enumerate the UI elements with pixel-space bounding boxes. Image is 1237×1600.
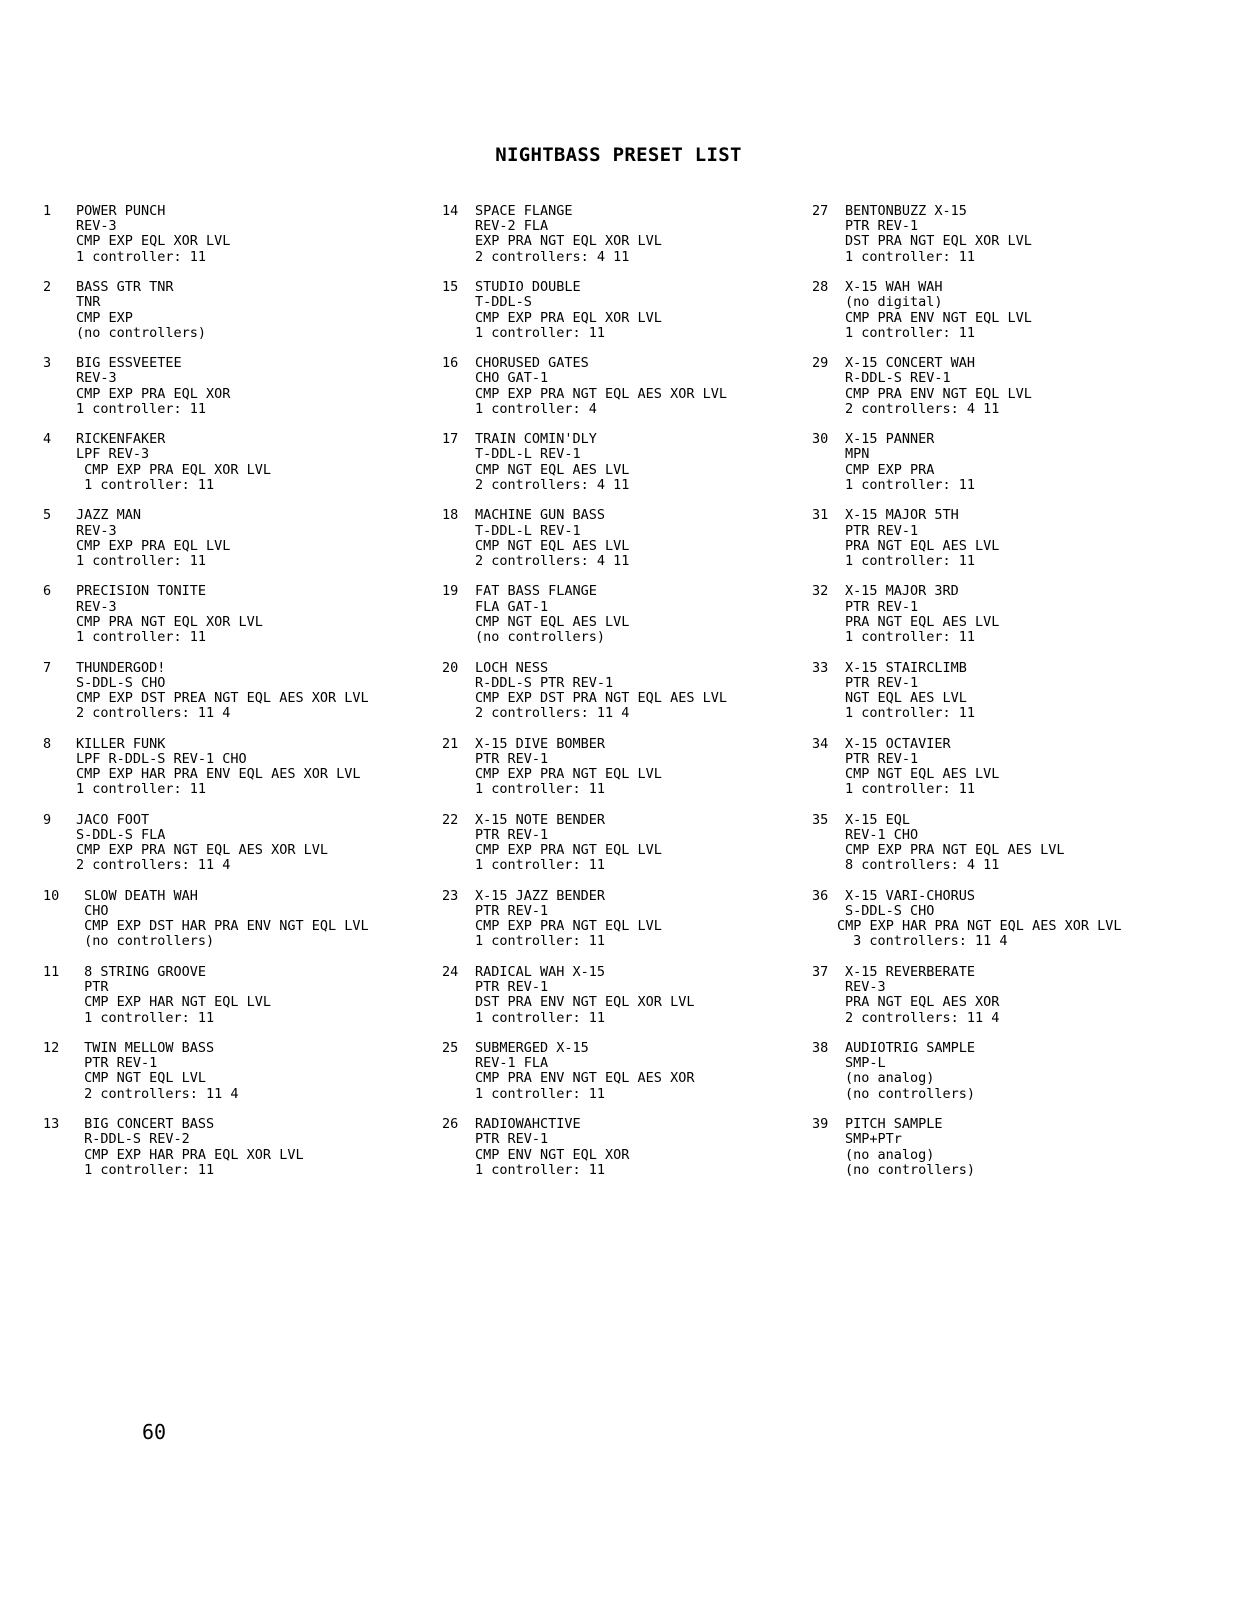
preset-analog-effects: EXP PRA NGT EQL XOR LVL bbox=[475, 233, 662, 250]
preset-controllers: 1 controller: 11 bbox=[475, 324, 606, 341]
preset-analog-effects: DST PRA ENV NGT EQL XOR LVL bbox=[475, 994, 695, 1011]
preset-entry bbox=[812, 889, 1121, 965]
preset-details bbox=[475, 889, 662, 965]
preset-analog-effects: CMP EXP PRA NGT EQL LVL bbox=[475, 766, 662, 783]
preset-analog-effects: CMP EXP PRA EQL XOR LVL bbox=[76, 461, 272, 478]
preset-entry bbox=[442, 661, 727, 737]
preset-entry bbox=[43, 1041, 369, 1117]
preset-name: LOCH NESS bbox=[475, 659, 549, 676]
preset-analog-effects: CMP NGT EQL LVL bbox=[76, 1070, 207, 1087]
preset-controllers: 1 controller: 11 bbox=[76, 781, 207, 798]
preset-digital-effects: REV-2 FLA bbox=[475, 218, 549, 235]
preset-controllers: 3 controllers: 11 4 bbox=[845, 933, 1008, 950]
page-title: NIGHTBASS PRESET LIST bbox=[495, 144, 742, 166]
preset-analog-effects: CMP EXP PRA NGT EQL AES LVL bbox=[845, 842, 1065, 859]
preset-number: 32 bbox=[812, 583, 829, 600]
preset-analog-effects: CMP NGT EQL AES LVL bbox=[475, 613, 630, 630]
preset-number: 11 bbox=[43, 963, 60, 980]
preset-details bbox=[837, 887, 1122, 965]
preset-number: 5 bbox=[43, 507, 52, 524]
preset-details bbox=[475, 204, 662, 280]
preset-details bbox=[76, 1041, 239, 1117]
preset-name: RICKENFAKER bbox=[76, 431, 166, 448]
preset-controllers: 1 controller: 11 bbox=[475, 933, 606, 950]
preset-name: X-15 REVERBERATE bbox=[845, 963, 976, 980]
preset-name: X-15 OCTAVIER bbox=[845, 735, 951, 752]
preset-details bbox=[76, 204, 230, 280]
preset-controllers: 1 controller: 11 bbox=[845, 705, 976, 722]
preset-analog-effects: CMP EXP HAR NGT EQL LVL bbox=[76, 994, 272, 1011]
preset-name: CHORUSED GATES bbox=[475, 355, 589, 372]
preset-analog-effects: PRA NGT EQL AES LVL bbox=[845, 613, 1000, 630]
preset-digital-effects: R-DDL-S PTR REV-1 bbox=[475, 674, 614, 691]
preset-digital-effects: CHO bbox=[76, 903, 109, 920]
preset-digital-effects: SMP-L bbox=[845, 1055, 886, 1072]
preset-number: 9 bbox=[43, 811, 52, 828]
preset-digital-effects: PTR REV-1 bbox=[475, 826, 549, 843]
preset-name: X-15 MAJOR 5TH bbox=[845, 507, 959, 524]
preset-digital-effects: (no digital) bbox=[845, 294, 943, 311]
preset-name: RADICAL WAH X-15 bbox=[475, 963, 606, 980]
preset-analog-effects: CMP EXP DST PRA NGT EQL AES LVL bbox=[475, 689, 727, 706]
preset-number: 18 bbox=[442, 507, 459, 524]
preset-number: 30 bbox=[812, 431, 829, 448]
preset-details bbox=[845, 737, 999, 813]
preset-number: 6 bbox=[43, 583, 52, 600]
preset-entry bbox=[442, 356, 727, 432]
preset-name: JAZZ MAN bbox=[76, 507, 142, 524]
preset-entry bbox=[442, 889, 727, 965]
preset-number: 7 bbox=[43, 659, 52, 676]
preset-details bbox=[845, 432, 975, 508]
preset-column-2 bbox=[442, 204, 727, 1193]
preset-analog-effects: PRA NGT EQL AES LVL bbox=[845, 537, 1000, 554]
preset-controllers: 1 controller: 11 bbox=[76, 552, 207, 569]
preset-number: 24 bbox=[442, 963, 459, 980]
preset-entry bbox=[442, 280, 727, 356]
preset-controllers: 1 controller: 11 bbox=[845, 629, 976, 646]
preset-details bbox=[76, 508, 230, 584]
preset-analog-effects: (no analog) bbox=[845, 1146, 935, 1163]
preset-entry bbox=[442, 584, 727, 660]
preset-analog-effects: CMP EXP PRA NGT EQL AES XOR LVL bbox=[475, 385, 727, 402]
preset-digital-effects: REV-3 bbox=[76, 522, 117, 539]
preset-entry bbox=[812, 1041, 1121, 1117]
preset-number: 34 bbox=[812, 735, 829, 752]
preset-entry bbox=[43, 204, 369, 280]
preset-controllers: 1 controller: 11 bbox=[76, 248, 207, 265]
preset-analog-effects: CMP EXP HAR PRA NGT EQL AES XOR LVL bbox=[837, 918, 1122, 935]
preset-details bbox=[475, 661, 727, 737]
preset-digital-effects: S-DDL-S CHO bbox=[845, 903, 935, 920]
preset-controllers: 1 controller: 11 bbox=[76, 400, 207, 417]
preset-details bbox=[76, 280, 206, 356]
preset-number: 39 bbox=[812, 1116, 829, 1133]
preset-name: SPACE FLANGE bbox=[475, 203, 573, 219]
preset-analog-effects: CMP ENV NGT EQL XOR bbox=[475, 1146, 630, 1163]
preset-name: BENTONBUZZ X-15 bbox=[845, 203, 967, 219]
preset-name: X-15 JAZZ BENDER bbox=[475, 887, 606, 904]
preset-controllers: 2 controllers: 11 4 bbox=[76, 705, 231, 722]
preset-name: THUNDERGOD! bbox=[76, 659, 166, 676]
preset-entry bbox=[43, 661, 369, 737]
preset-digital-effects: REV-3 bbox=[845, 979, 886, 996]
preset-controllers: 1 controller: 11 bbox=[475, 781, 606, 798]
preset-entry bbox=[43, 280, 369, 356]
preset-controllers: 1 controller: 11 bbox=[76, 476, 215, 493]
preset-entry bbox=[442, 1117, 727, 1193]
preset-entry bbox=[812, 737, 1121, 813]
preset-details bbox=[76, 661, 369, 737]
preset-number: 15 bbox=[442, 279, 459, 296]
preset-entry bbox=[812, 432, 1121, 508]
preset-entry bbox=[812, 508, 1121, 584]
preset-digital-effects: T-DDL-L REV-1 bbox=[475, 522, 581, 539]
preset-entry bbox=[812, 661, 1121, 737]
preset-controllers: 2 controllers: 11 4 bbox=[475, 705, 630, 722]
preset-number: 36 bbox=[812, 887, 829, 904]
preset-analog-effects: CMP EXP PRA EQL LVL bbox=[76, 537, 231, 554]
preset-entry bbox=[43, 356, 369, 432]
preset-analog-effects: DST PRA NGT EQL XOR LVL bbox=[845, 233, 1032, 250]
preset-details bbox=[475, 737, 662, 813]
preset-entry bbox=[812, 584, 1121, 660]
preset-analog-effects: CMP EXP PRA bbox=[845, 461, 935, 478]
preset-digital-effects: REV-3 bbox=[76, 218, 117, 235]
preset-controllers: 1 controller: 4 bbox=[475, 400, 597, 417]
preset-number: 12 bbox=[43, 1040, 60, 1057]
preset-digital-effects: PTR REV-1 bbox=[845, 598, 919, 615]
preset-digital-effects: T-DDL-L REV-1 bbox=[475, 446, 581, 463]
preset-digital-effects: REV-1 CHO bbox=[845, 826, 919, 843]
preset-entry bbox=[43, 813, 369, 889]
preset-number: 10 bbox=[43, 887, 60, 904]
preset-number: 27 bbox=[812, 203, 829, 219]
preset-analog-effects: CMP EXP HAR PRA ENV EQL AES XOR LVL bbox=[76, 766, 361, 783]
preset-controllers: 1 controller: 11 bbox=[845, 324, 976, 341]
preset-controllers: 2 controllers: 11 4 bbox=[76, 1085, 239, 1102]
preset-number: 22 bbox=[442, 811, 459, 828]
preset-name: TWIN MELLOW BASS bbox=[76, 1040, 215, 1057]
preset-entry bbox=[442, 965, 727, 1041]
preset-analog-effects: (no analog) bbox=[845, 1070, 935, 1087]
preset-digital-effects: PTR REV-1 bbox=[475, 1131, 549, 1148]
preset-name: X-15 STAIRCLIMB bbox=[845, 659, 967, 676]
preset-name: TRAIN COMIN'DLY bbox=[475, 431, 597, 448]
preset-digital-effects: PTR REV-1 bbox=[845, 750, 919, 767]
preset-name: AUDIOTRIG SAMPLE bbox=[845, 1040, 976, 1057]
preset-controllers: 2 controllers: 11 4 bbox=[845, 1009, 1000, 1026]
preset-entry bbox=[43, 1117, 369, 1193]
preset-entry bbox=[442, 432, 727, 508]
preset-analog-effects: CMP NGT EQL AES LVL bbox=[475, 537, 630, 554]
preset-name: X-15 VARI-CHORUS bbox=[845, 887, 976, 904]
preset-name: MACHINE GUN BASS bbox=[475, 507, 606, 524]
preset-controllers: (no controllers) bbox=[845, 1161, 976, 1178]
preset-digital-effects: S-DDL-S FLA bbox=[76, 826, 166, 843]
preset-controllers: 1 controller: 11 bbox=[475, 1085, 606, 1102]
preset-details bbox=[475, 280, 662, 356]
preset-details bbox=[845, 204, 1032, 280]
preset-details bbox=[76, 813, 328, 889]
preset-name: SUBMERGED X-15 bbox=[475, 1040, 589, 1057]
preset-digital-effects: MPN bbox=[845, 446, 870, 463]
preset-analog-effects: CMP EXP PRA EQL XOR bbox=[76, 385, 231, 402]
preset-number: 33 bbox=[812, 659, 829, 676]
preset-name: X-15 NOTE BENDER bbox=[475, 811, 606, 828]
preset-entry bbox=[43, 889, 369, 965]
preset-controllers: 2 controllers: 4 11 bbox=[475, 552, 630, 569]
preset-digital-effects: T-DDL-S bbox=[475, 294, 532, 311]
preset-entry bbox=[812, 356, 1121, 432]
preset-number: 8 bbox=[43, 735, 52, 752]
preset-entry bbox=[812, 280, 1121, 356]
preset-name: JACO FOOT bbox=[76, 811, 150, 828]
preset-details bbox=[76, 889, 369, 965]
preset-number: 38 bbox=[812, 1040, 829, 1057]
preset-analog-effects: CMP PRA ENV NGT EQL LVL bbox=[845, 385, 1032, 402]
preset-digital-effects: PTR bbox=[76, 979, 109, 996]
preset-number: 20 bbox=[442, 659, 459, 676]
preset-number: 31 bbox=[812, 507, 829, 524]
preset-controllers: 1 controller: 11 bbox=[475, 1161, 606, 1178]
preset-details bbox=[475, 965, 694, 1041]
preset-controllers: (no controllers) bbox=[845, 1085, 976, 1102]
preset-analog-effects: CMP EXP PRA NGT EQL AES XOR LVL bbox=[76, 842, 328, 859]
preset-entry bbox=[442, 1041, 727, 1117]
preset-name: X-15 PANNER bbox=[845, 431, 935, 448]
preset-name: KILLER FUNK bbox=[76, 735, 166, 752]
preset-digital-effects: R-DDL-S REV-2 bbox=[76, 1131, 190, 1148]
preset-name: X-15 DIVE BOMBER bbox=[475, 735, 606, 752]
preset-number: 23 bbox=[442, 887, 459, 904]
preset-number: 4 bbox=[43, 431, 52, 448]
preset-controllers: (no controllers) bbox=[76, 933, 215, 950]
preset-digital-effects: LPF R-DDL-S REV-1 CHO bbox=[76, 750, 247, 767]
preset-number: 3 bbox=[43, 355, 52, 372]
preset-number: 17 bbox=[442, 431, 459, 448]
preset-details bbox=[845, 661, 975, 737]
preset-name: FAT BASS FLANGE bbox=[475, 583, 597, 600]
preset-name: PITCH SAMPLE bbox=[845, 1116, 943, 1133]
preset-name: PRECISION TONITE bbox=[76, 583, 207, 600]
preset-number: 16 bbox=[442, 355, 459, 372]
preset-digital-effects: LPF REV-3 bbox=[76, 446, 150, 463]
preset-analog-effects: PRA NGT EQL AES XOR bbox=[845, 994, 1000, 1011]
preset-name: BIG ESSVEETEE bbox=[76, 355, 182, 372]
preset-controllers: 8 controllers: 4 11 bbox=[845, 857, 1000, 874]
preset-controllers: 1 controller: 11 bbox=[845, 781, 976, 798]
preset-controllers: 1 controller: 11 bbox=[845, 248, 976, 265]
preset-analog-effects: CMP NGT EQL AES LVL bbox=[845, 766, 1000, 783]
preset-details bbox=[76, 432, 271, 508]
preset-name: X-15 WAH WAH bbox=[845, 279, 943, 296]
preset-details bbox=[475, 1117, 629, 1193]
preset-details bbox=[845, 1041, 975, 1117]
preset-number: 21 bbox=[442, 735, 459, 752]
preset-name: X-15 EQL bbox=[845, 811, 911, 828]
preset-controllers: 1 controller: 11 bbox=[76, 1161, 215, 1178]
preset-entry bbox=[43, 432, 369, 508]
preset-digital-effects: SMP+PTr bbox=[845, 1131, 902, 1148]
preset-digital-effects: PTR REV-1 bbox=[845, 218, 919, 235]
preset-name: BASS GTR TNR bbox=[76, 279, 174, 296]
preset-entry bbox=[442, 813, 727, 889]
preset-analog-effects: CMP EXP PRA NGT EQL LVL bbox=[475, 918, 662, 935]
preset-analog-effects: CMP EXP DST PREA NGT EQL AES XOR LVL bbox=[76, 689, 369, 706]
preset-details bbox=[76, 737, 360, 813]
preset-digital-effects: R-DDL-S REV-1 bbox=[845, 370, 951, 387]
preset-entry bbox=[43, 965, 369, 1041]
preset-digital-effects: S-DDL-S CHO bbox=[76, 674, 166, 691]
preset-digital-effects: CHO GAT-1 bbox=[475, 370, 549, 387]
preset-digital-effects: FLA GAT-1 bbox=[475, 598, 549, 615]
preset-digital-effects: PTR REV-1 bbox=[475, 750, 549, 767]
preset-details bbox=[76, 1117, 304, 1193]
preset-name: RADIOWAHCTIVE bbox=[475, 1116, 581, 1133]
preset-number: 37 bbox=[812, 963, 829, 980]
preset-details bbox=[475, 1041, 694, 1117]
preset-details bbox=[845, 1117, 975, 1193]
page-number: 60 bbox=[142, 1420, 167, 1444]
preset-name: SLOW DEATH WAH bbox=[76, 887, 198, 904]
preset-digital-effects: PTR REV-1 bbox=[845, 522, 919, 539]
preset-controllers: 2 controllers: 4 11 bbox=[475, 248, 630, 265]
preset-details bbox=[475, 508, 629, 584]
preset-number: 1 bbox=[43, 203, 52, 219]
preset-analog-effects: CMP EXP PRA NGT EQL LVL bbox=[475, 842, 662, 859]
preset-analog-effects: CMP EXP bbox=[76, 309, 133, 326]
preset-entry bbox=[812, 204, 1121, 280]
preset-details bbox=[475, 356, 727, 432]
preset-name: STUDIO DOUBLE bbox=[475, 279, 581, 296]
preset-details bbox=[76, 584, 263, 660]
preset-number: 14 bbox=[442, 203, 459, 219]
preset-entry bbox=[43, 737, 369, 813]
preset-entry bbox=[442, 737, 727, 813]
preset-entry bbox=[43, 508, 369, 584]
preset-details bbox=[845, 965, 999, 1041]
preset-controllers: 1 controller: 11 bbox=[845, 552, 976, 569]
preset-analog-effects: NGT EQL AES LVL bbox=[845, 689, 967, 706]
preset-digital-effects: PTR REV-1 bbox=[475, 903, 549, 920]
preset-number: 26 bbox=[442, 1116, 459, 1133]
preset-details bbox=[845, 584, 999, 660]
preset-entry bbox=[812, 1117, 1121, 1193]
preset-digital-effects: PTR REV-1 bbox=[76, 1055, 158, 1072]
preset-details bbox=[845, 813, 1064, 889]
preset-controllers: 1 controller: 11 bbox=[76, 1009, 215, 1026]
preset-number: 35 bbox=[812, 811, 829, 828]
preset-number: 13 bbox=[43, 1116, 60, 1133]
preset-column-1 bbox=[43, 204, 369, 1193]
preset-digital-effects: REV-3 bbox=[76, 370, 117, 387]
preset-number: 28 bbox=[812, 279, 829, 296]
preset-details bbox=[475, 432, 629, 508]
preset-analog-effects: CMP NGT EQL AES LVL bbox=[475, 461, 630, 478]
preset-analog-effects: CMP EXP DST HAR PRA ENV NGT EQL LVL bbox=[76, 918, 369, 935]
preset-details bbox=[76, 965, 271, 1041]
preset-number: 25 bbox=[442, 1040, 459, 1057]
preset-details bbox=[845, 356, 1032, 432]
preset-controllers: 1 controller: 11 bbox=[475, 857, 606, 874]
preset-name: POWER PUNCH bbox=[76, 203, 166, 219]
preset-analog-effects: CMP PRA ENV NGT EQL AES XOR bbox=[475, 1070, 695, 1087]
preset-number: 2 bbox=[43, 279, 52, 296]
preset-details bbox=[845, 280, 1032, 356]
preset-controllers: 1 controller: 11 bbox=[76, 629, 207, 646]
preset-analog-effects: CMP PRA NGT EQL XOR LVL bbox=[76, 613, 263, 630]
preset-digital-effects: PTR REV-1 bbox=[475, 979, 549, 996]
preset-details bbox=[475, 584, 629, 660]
preset-number: 19 bbox=[442, 583, 459, 600]
preset-analog-effects: CMP PRA ENV NGT EQL LVL bbox=[845, 309, 1032, 326]
preset-controllers: 2 controllers: 4 11 bbox=[845, 400, 1000, 417]
preset-name: X-15 MAJOR 3RD bbox=[845, 583, 959, 600]
preset-column-3 bbox=[812, 204, 1121, 1193]
preset-details bbox=[845, 508, 999, 584]
preset-controllers: (no controllers) bbox=[475, 629, 606, 646]
preset-analog-effects: CMP EXP HAR PRA EQL XOR LVL bbox=[76, 1146, 304, 1163]
preset-details bbox=[475, 813, 662, 889]
preset-entry bbox=[812, 813, 1121, 889]
preset-entry bbox=[812, 965, 1121, 1041]
preset-controllers: 2 controllers: 4 11 bbox=[475, 476, 630, 493]
preset-name: 8 STRING GROOVE bbox=[76, 963, 207, 980]
preset-entry bbox=[43, 584, 369, 660]
preset-entry bbox=[442, 508, 727, 584]
preset-controllers: 1 controller: 11 bbox=[845, 476, 976, 493]
preset-digital-effects: REV-1 FLA bbox=[475, 1055, 549, 1072]
preset-entry bbox=[442, 204, 727, 280]
preset-details bbox=[76, 356, 230, 432]
preset-digital-effects: TNR bbox=[76, 294, 101, 311]
preset-controllers: 1 controller: 11 bbox=[475, 1009, 606, 1026]
preset-analog-effects: CMP EXP PRA EQL XOR LVL bbox=[475, 309, 662, 326]
preset-name: BIG CONCERT BASS bbox=[76, 1116, 215, 1133]
preset-name: X-15 CONCERT WAH bbox=[845, 355, 976, 372]
preset-controllers: (no controllers) bbox=[76, 324, 207, 341]
preset-analog-effects: CMP EXP EQL XOR LVL bbox=[76, 233, 231, 250]
preset-digital-effects: REV-3 bbox=[76, 598, 117, 615]
preset-number: 29 bbox=[812, 355, 829, 372]
preset-digital-effects: PTR REV-1 bbox=[845, 674, 919, 691]
preset-controllers: 2 controllers: 11 4 bbox=[76, 857, 231, 874]
